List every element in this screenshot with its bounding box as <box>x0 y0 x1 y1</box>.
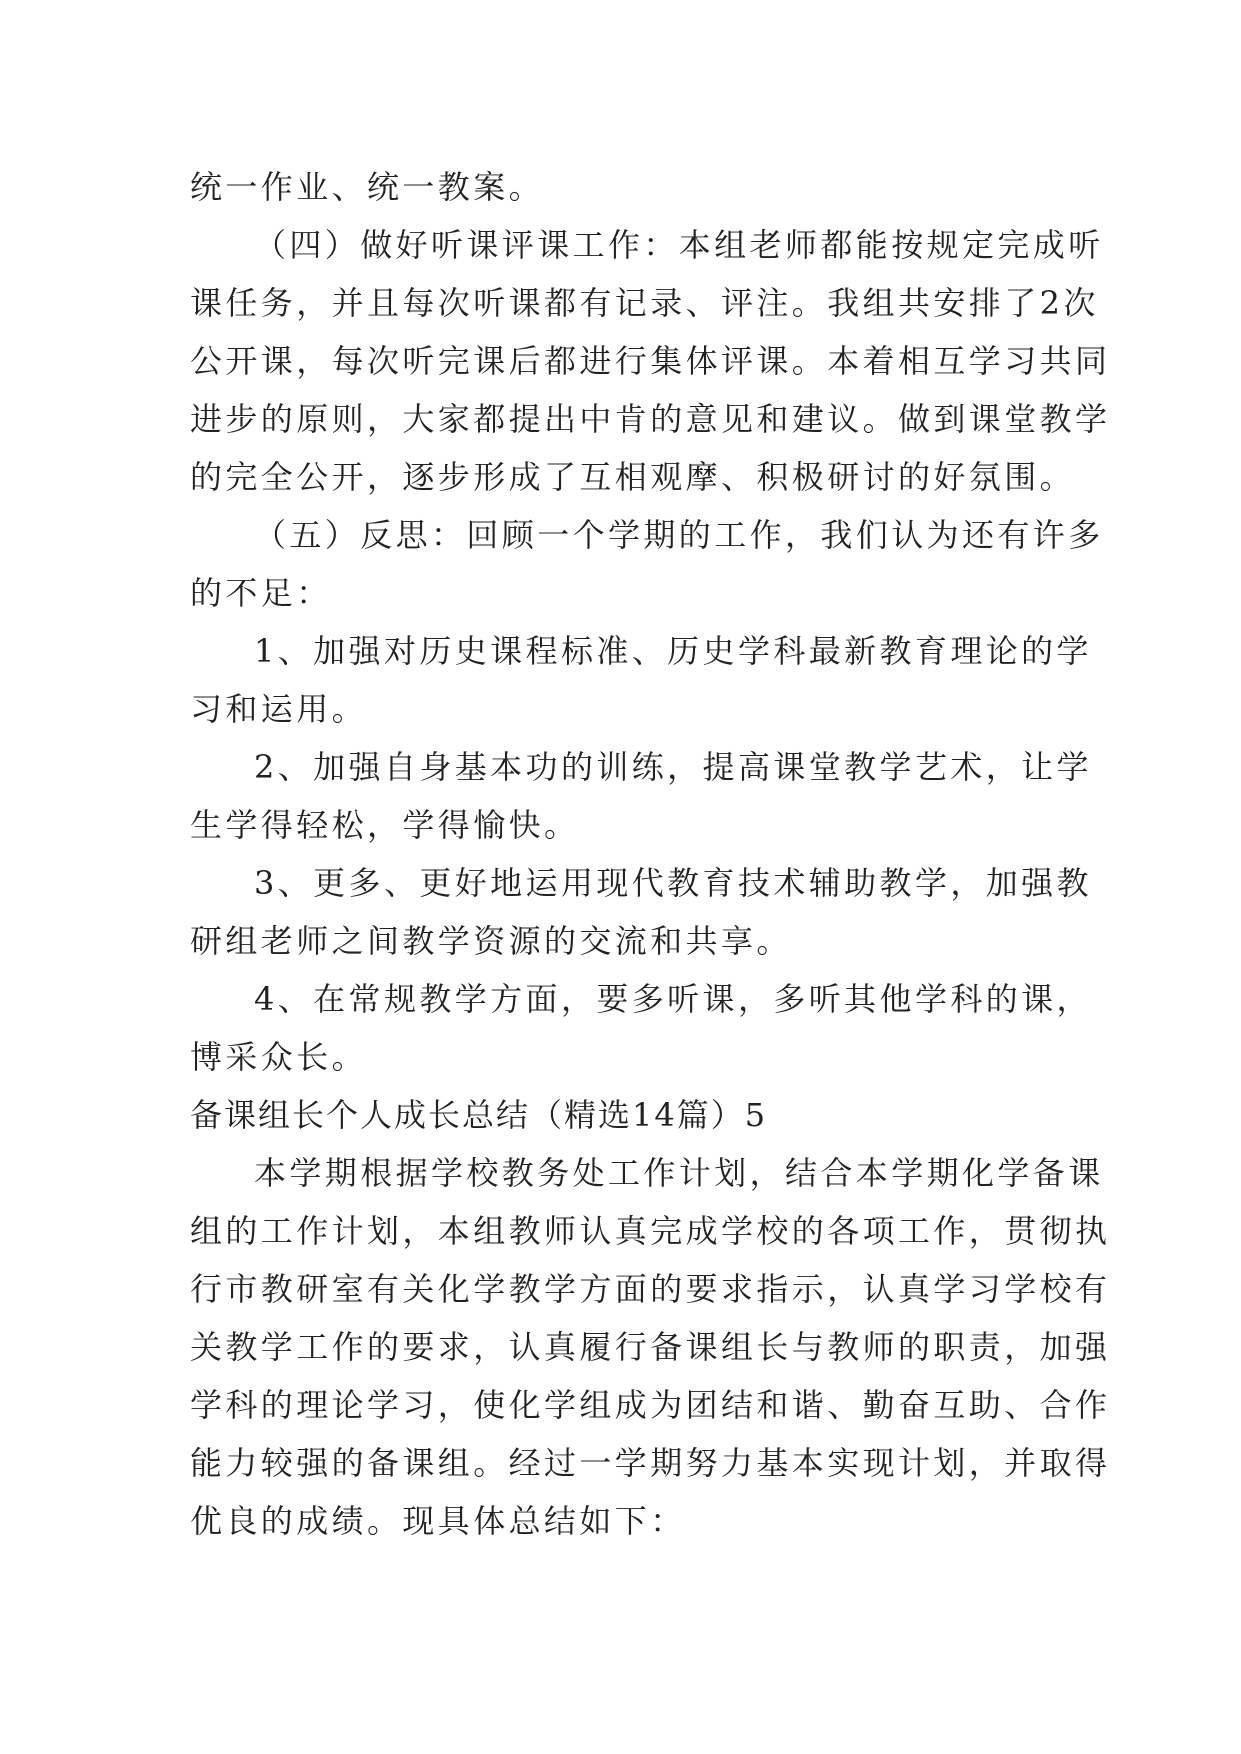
text-line: 的不足： <box>190 574 332 612</box>
paragraph-start-line: （五）反思：回顾一个学期的工作，我们认为还有许多 <box>254 516 1104 554</box>
list-item-line: 1、加强对历史课程标准、历史学科最新教育理论的学 <box>254 632 1092 670</box>
text-line: 行市教研室有关化学教学方面的要求指示，认真学习学校有 <box>190 1270 1111 1308</box>
text-line: 习和运用。 <box>190 690 368 728</box>
text-line: 进步的原则，大家都提出中肯的意见和建议。做到课堂教学 <box>190 400 1111 438</box>
text-line: 关教学工作的要求，认真履行备课组长与教师的职责，加强 <box>190 1328 1111 1366</box>
text-line: 生学得轻松，学得愉快。 <box>190 806 580 844</box>
text-line: 的完全公开，逐步形成了互相观摩、积极研讨的好氛围。 <box>190 458 1076 496</box>
text-line: 学科的理论学习，使化学组成为团结和谐、勤奋互助、合作 <box>190 1386 1111 1424</box>
text-line: 能力较强的备课组。经过一学期努力基本实现计划，并取得 <box>190 1444 1111 1482</box>
text-line: 课任务，并且每次听课都有记录、评注。我组共安排了2次 <box>190 284 1099 322</box>
text-line: 研组老师之间教学资源的交流和共享。 <box>190 922 792 960</box>
document-body <box>190 158 1111 1550</box>
text-line: 优良的成绩。现具体总结如下： <box>190 1502 686 1540</box>
list-item-line: 2、加强自身基本功的训练，提高课堂教学艺术，让学 <box>254 748 1092 786</box>
list-item-line: 3、更多、更好地运用现代教育技术辅助教学，加强教 <box>254 864 1092 902</box>
list-item-line: 4、在常规教学方面，要多听课，多听其他学科的课， <box>254 980 1092 1018</box>
text-line: 公开课，每次听完课后都进行集体评课。本着相互学习共同 <box>190 342 1111 380</box>
text-line: 组的工作计划，本组教师认真完成学校的各项工作，贯彻执 <box>190 1212 1111 1250</box>
paragraph-start-line: 本学期根据学校教务处工作计划，结合本学期化学备课 <box>254 1154 1104 1192</box>
section-heading: 备课组长个人成长总结（精选14篇）5 <box>190 1096 768 1134</box>
text-line: 博采众长。 <box>190 1038 368 1076</box>
text-line: 统一作业、统一教案。 <box>190 168 545 206</box>
paragraph-start-line: （四）做好听课评课工作：本组老师都能按规定完成听 <box>254 226 1104 264</box>
